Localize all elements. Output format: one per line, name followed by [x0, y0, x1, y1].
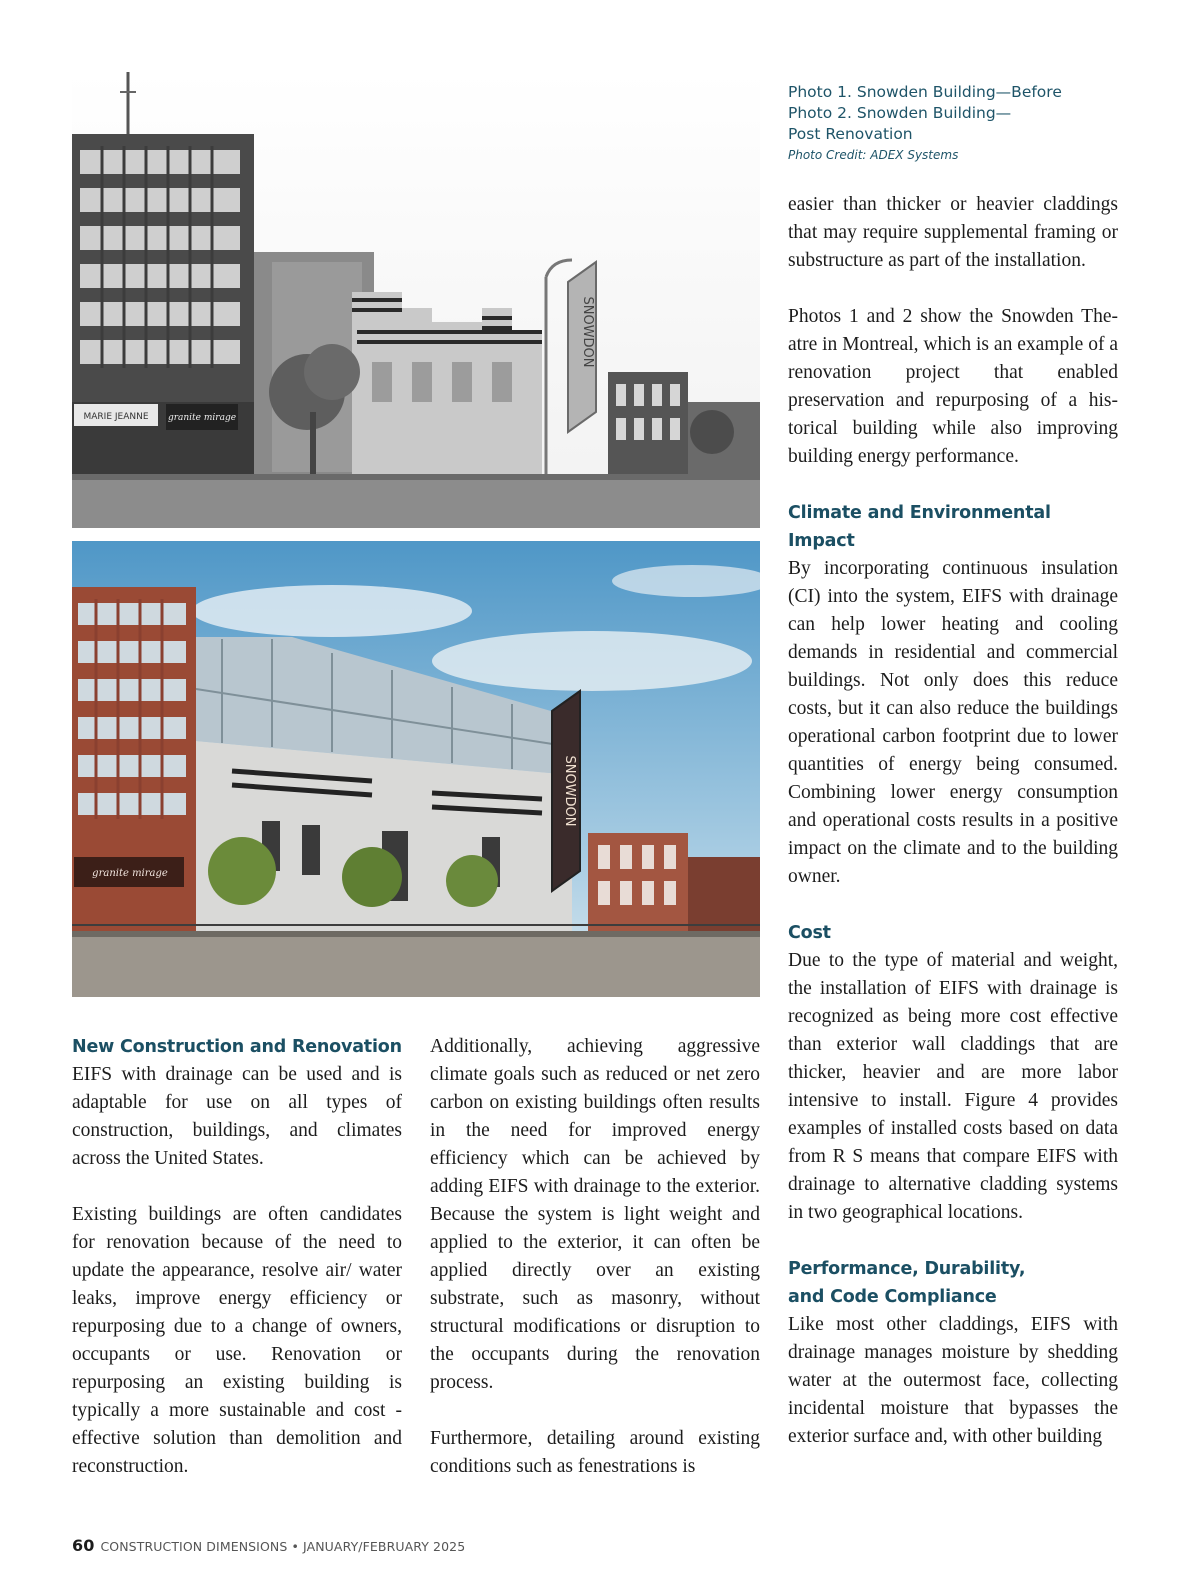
paragraph: By incorporating continuous insulation (CI) into the system, EIFS with drainage can help lower heating and cooling demands in residential and commercial buildings. Not only does this reduce costs, but it can also reduce the buildings operational carbon footprint due to lower quantities of energy being consumed. Combining lower energy consumption and operational costs results in a positive impact on the climate and to the building owner. [788, 558, 1118, 887]
paragraph: Existing buildings are often candidates for renovation because of the need to update the appearance, resolve air/ water leaks, improve energy efficiency or repurposing due to a change of owners, occupants or use. Renovation or repurposing an existing building is typically a more sustainable and cost -effective solution than demolition and reconstruction. [72, 1204, 402, 1477]
photo-after-illustration [72, 541, 760, 997]
caption-photo-2: Photo 2. Snowden Building— [788, 104, 1012, 122]
paragraph: Furthermore, detailing around existing conditions such as fenestrations is [430, 1428, 760, 1477]
paragraph: EIFS with drainage can be used and is adaptable for use on all types of construction, buildings, and climates across the United States. [72, 1064, 402, 1169]
photo-credit: Photo Credit: ADEX Systems [788, 148, 959, 162]
photo-snowden-before [72, 72, 760, 528]
photo-snowden-after [72, 541, 760, 997]
heading-new-construction: New Construction and Renovation [72, 1037, 402, 1057]
paragraph: Like most other claddings, EIFS with drainage manages moisture by shedding water at the outermost face, collecting incidental moisture that bypasses the exterior surface and, with other building [788, 1314, 1118, 1447]
caption-photo-1: Photo 1. Snowden Building—Before [788, 83, 1062, 101]
store-sign-marie-jeanne: MARIE JEANNE [83, 412, 149, 422]
heading-performance-line2: and Code Compliance [788, 1287, 997, 1307]
store-sign-granite-mirage: granite mirage [167, 413, 237, 423]
column-3 [788, 191, 1118, 1451]
photo-caption [788, 82, 1128, 162]
store-sign-after: granite mirage [92, 868, 168, 879]
page-number: 60 [72, 1536, 95, 1555]
snowdon-sign-after: SNOWDON [562, 755, 577, 827]
heading-performance-line1: Performance, Durability, [788, 1259, 1026, 1279]
paragraph: Due to the type of material and weight, the installation of EIFS with drainage is recognized as being more cost effective than exterior wall claddings that are thicker, heavier and are more labor intensive to install. Figure 4 provides examples of installed costs based on data from R S means that compare EIFS with drainage to alternative cladding systems in two geographical locations. [788, 950, 1118, 1223]
photo-before-illustration [72, 72, 760, 528]
paragraph: Additionally, achieving aggressive climate goals such as reduced or net zero carbon on existing buildings often results in the need for improved energy efficiency which can be achieved by adding EIFS with drainage to the exterior. Because the system is light weight and applied to the exterior, it can often be applied directly over an existing substrate, such as masonry, without structural modifications or disruption to the occupants during the renovation process. [430, 1036, 760, 1393]
snowdon-sign-before: SNOWDON [580, 296, 595, 368]
heading-cost: Cost [788, 923, 831, 943]
paragraph: Photos 1 and 2 show the Snowden Theatre in Montreal, which is an example of a renovation project that enabled preservation and repurposing of a historical building while also improving building energy performance. [788, 306, 1118, 467]
publication-info: CONSTRUCTION DIMENSIONS • JANUARY/FEBRUARY 2025 [100, 1539, 466, 1554]
column-2 [430, 1033, 760, 1481]
heading-climate: Climate and Environmental Impact [788, 503, 1051, 551]
paragraph: easier than thicker or heavier claddings that may require supplemental framing or substructure as part of the installation. [788, 194, 1118, 271]
column-1 [72, 1033, 402, 1481]
page-footer [72, 1536, 465, 1555]
caption-photo-2-cont: Post Renovation [788, 125, 913, 143]
